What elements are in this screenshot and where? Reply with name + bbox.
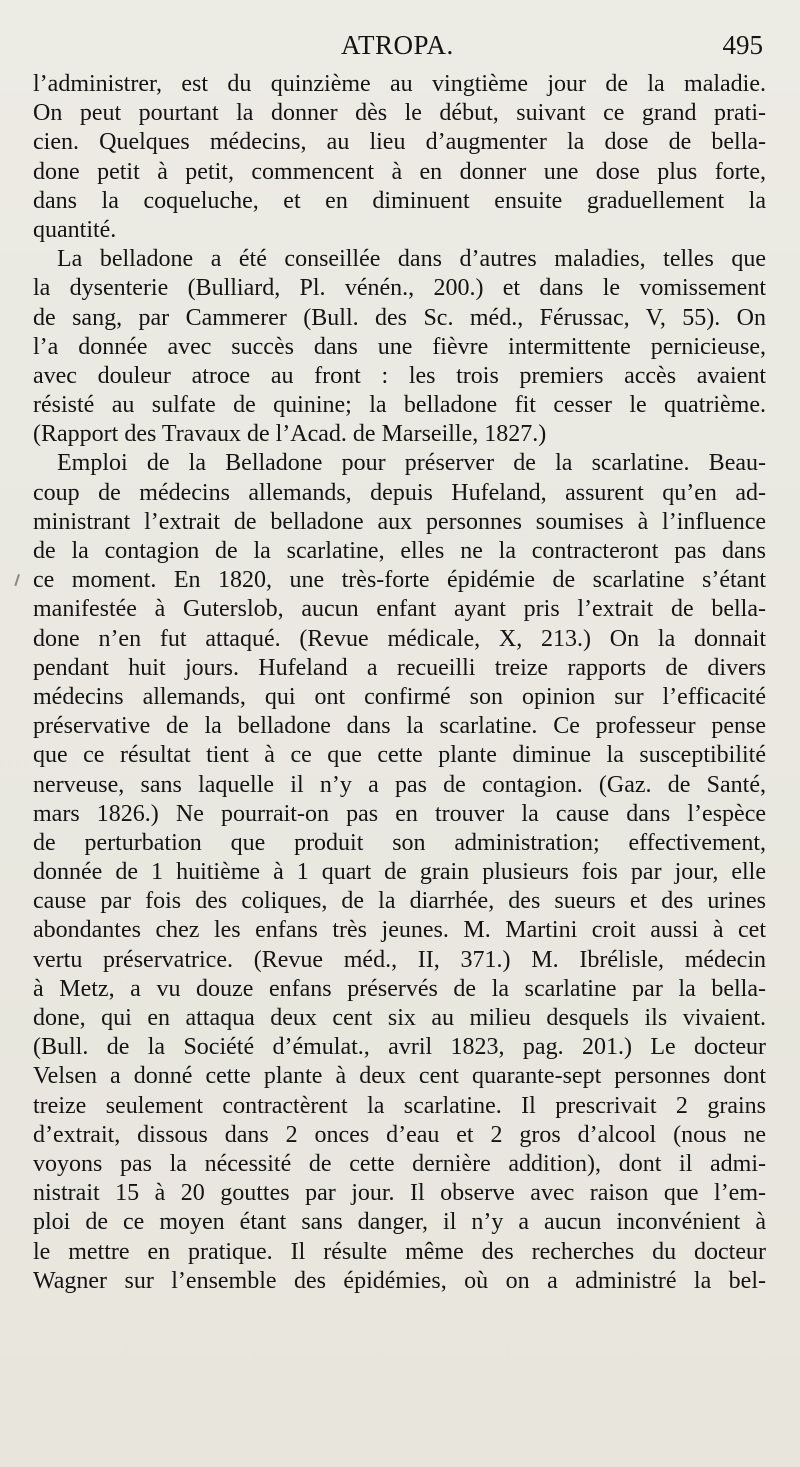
text-line: pendant huit jours. Hufeland a recueilli treize rapports de divers bbox=[33, 654, 766, 681]
text-line: done n’en fut attaqué. (Revue médicale, X, 213.) On la donnait bbox=[33, 625, 766, 652]
text-line: ministrant l’extrait de belladone aux personnes soumises à l’influence bbox=[33, 508, 766, 535]
text-line: mars 1826.) Ne pourrait-on pas en trouver la cause dans l’espèce bbox=[33, 800, 766, 827]
running-title: ATROPA. bbox=[341, 30, 454, 60]
text-line: ploi de ce moyen étant sans danger, il n’y a aucun inconvénient à bbox=[33, 1209, 766, 1236]
text-line: résisté au sulfate de quinine; la belladone fit cesser le quatrième. bbox=[33, 392, 766, 419]
text-line: (Rapport des Travaux de l’Acad. de Marseille, 1827.) bbox=[33, 421, 547, 448]
text-line: Emploi de la Belladone pour préserver de la scarlatine. Beau- bbox=[57, 450, 766, 477]
text-line: manifestée à Guterslob, aucun enfant ayant pris l’extrait de bella- bbox=[33, 596, 766, 623]
text-line: voyons pas la nécessité de cette dernière addition), dont il admi- bbox=[33, 1150, 766, 1177]
text-line: de sang, par Cammerer (Bull. des Sc. méd., Férussac, V, 55). On bbox=[33, 304, 766, 331]
body-text bbox=[33, 70, 766, 1296]
text-line: de la contagion de la scarlatine, elles ne la contracteront pas dans bbox=[33, 538, 766, 564]
text-line: de perturbation que produit son administration; effectivement, bbox=[33, 829, 766, 856]
text-line: On peut pourtant la donner dès le début, suivant ce grand prati- bbox=[33, 100, 766, 127]
text-line: donnée de 1 huitième à 1 quart de grain plusieurs fois par jour, elle bbox=[33, 859, 766, 886]
text-line: treize seulement contractèrent la scarlatine. Il prescrivait 2 grains bbox=[33, 1092, 766, 1119]
text-line: vertu préservatrice. (Revue méd., II, 371.) M. Ibrélisle, médecin bbox=[33, 946, 766, 973]
text-line: nerveuse, sans laquelle il n’y a pas de contagion. (Gaz. de Santé, bbox=[33, 771, 766, 798]
text-line: d’extrait, dissous dans 2 onces d’eau et 2 gros d’alcool (nous ne bbox=[33, 1121, 766, 1148]
text-line: Velsen a donné cette plante à deux cent quarante-sept personnes dont bbox=[33, 1063, 766, 1090]
text-line: done petit à petit, commencent à en donner une dose plus forte, bbox=[33, 158, 766, 185]
text-line: l’a donnée avec succès dans une fièvre intermittente pernicieuse, bbox=[33, 333, 766, 360]
text-line: abondantes chez les enfans très jeunes. M. Martini croit aussi à cet bbox=[33, 917, 766, 944]
text-line: médecins allemands, qui ont confirmé son opinion sur l’efficacité bbox=[33, 683, 766, 710]
text-line: l’administrer, est du quinzième au vingtième jour de la maladie. bbox=[33, 71, 766, 97]
text-line: (Bull. de la Société d’émulat., avril 1823, pag. 201.) Le docteur bbox=[33, 1034, 766, 1061]
text-line: avec douleur atroce au front : les trois premiers accès avaient bbox=[33, 362, 766, 389]
text-line: nistrait 15 à 20 gouttes par jour. Il observe avec raison que l’em- bbox=[33, 1180, 766, 1207]
text-line: coup de médecins allemands, depuis Hufeland, assurent qu’en ad- bbox=[33, 479, 766, 506]
text-line: Wagner sur l’ensemble des épidémies, où on a administré la bel- bbox=[33, 1267, 766, 1294]
running-head bbox=[0, 30, 800, 66]
text-line: que ce résultat tient à ce que cette plante diminue la susceptibilité bbox=[33, 742, 766, 769]
text-line: La belladone a été conseillée dans d’autres maladies, telles que bbox=[57, 246, 766, 273]
text-line: le mettre en pratique. Il résulte même des recherches du docteur bbox=[33, 1238, 766, 1265]
text-line: ce moment. En 1820, une très-forte épidémie de scarlatine s’étant bbox=[33, 567, 766, 594]
text-line: préservative de la belladone dans la scarlatine. Ce professeur pense bbox=[33, 713, 766, 740]
margin-mark bbox=[14, 574, 25, 588]
text-line: à Metz, a vu douze enfans préservés de la scarlatine par la bella- bbox=[33, 975, 766, 1002]
page-number: 495 bbox=[722, 30, 763, 60]
text-line: dans la coqueluche, et en diminuent ensuite graduellement la bbox=[33, 187, 766, 214]
text-line: cien. Quelques médecins, au lieu d’augmenter la dose de bella- bbox=[33, 129, 766, 156]
text-line: la dysenterie (Bulliard, Pl. vénén., 200.) et dans le vomissement bbox=[33, 275, 766, 302]
text-line: cause par fois des coliques, de la diarrhée, des sueurs et des urines bbox=[33, 888, 766, 915]
text-line: done, qui en attaqua deux cent six au milieu desquels ils vivaient. bbox=[33, 1005, 766, 1031]
text-line: quantité. bbox=[33, 216, 117, 243]
